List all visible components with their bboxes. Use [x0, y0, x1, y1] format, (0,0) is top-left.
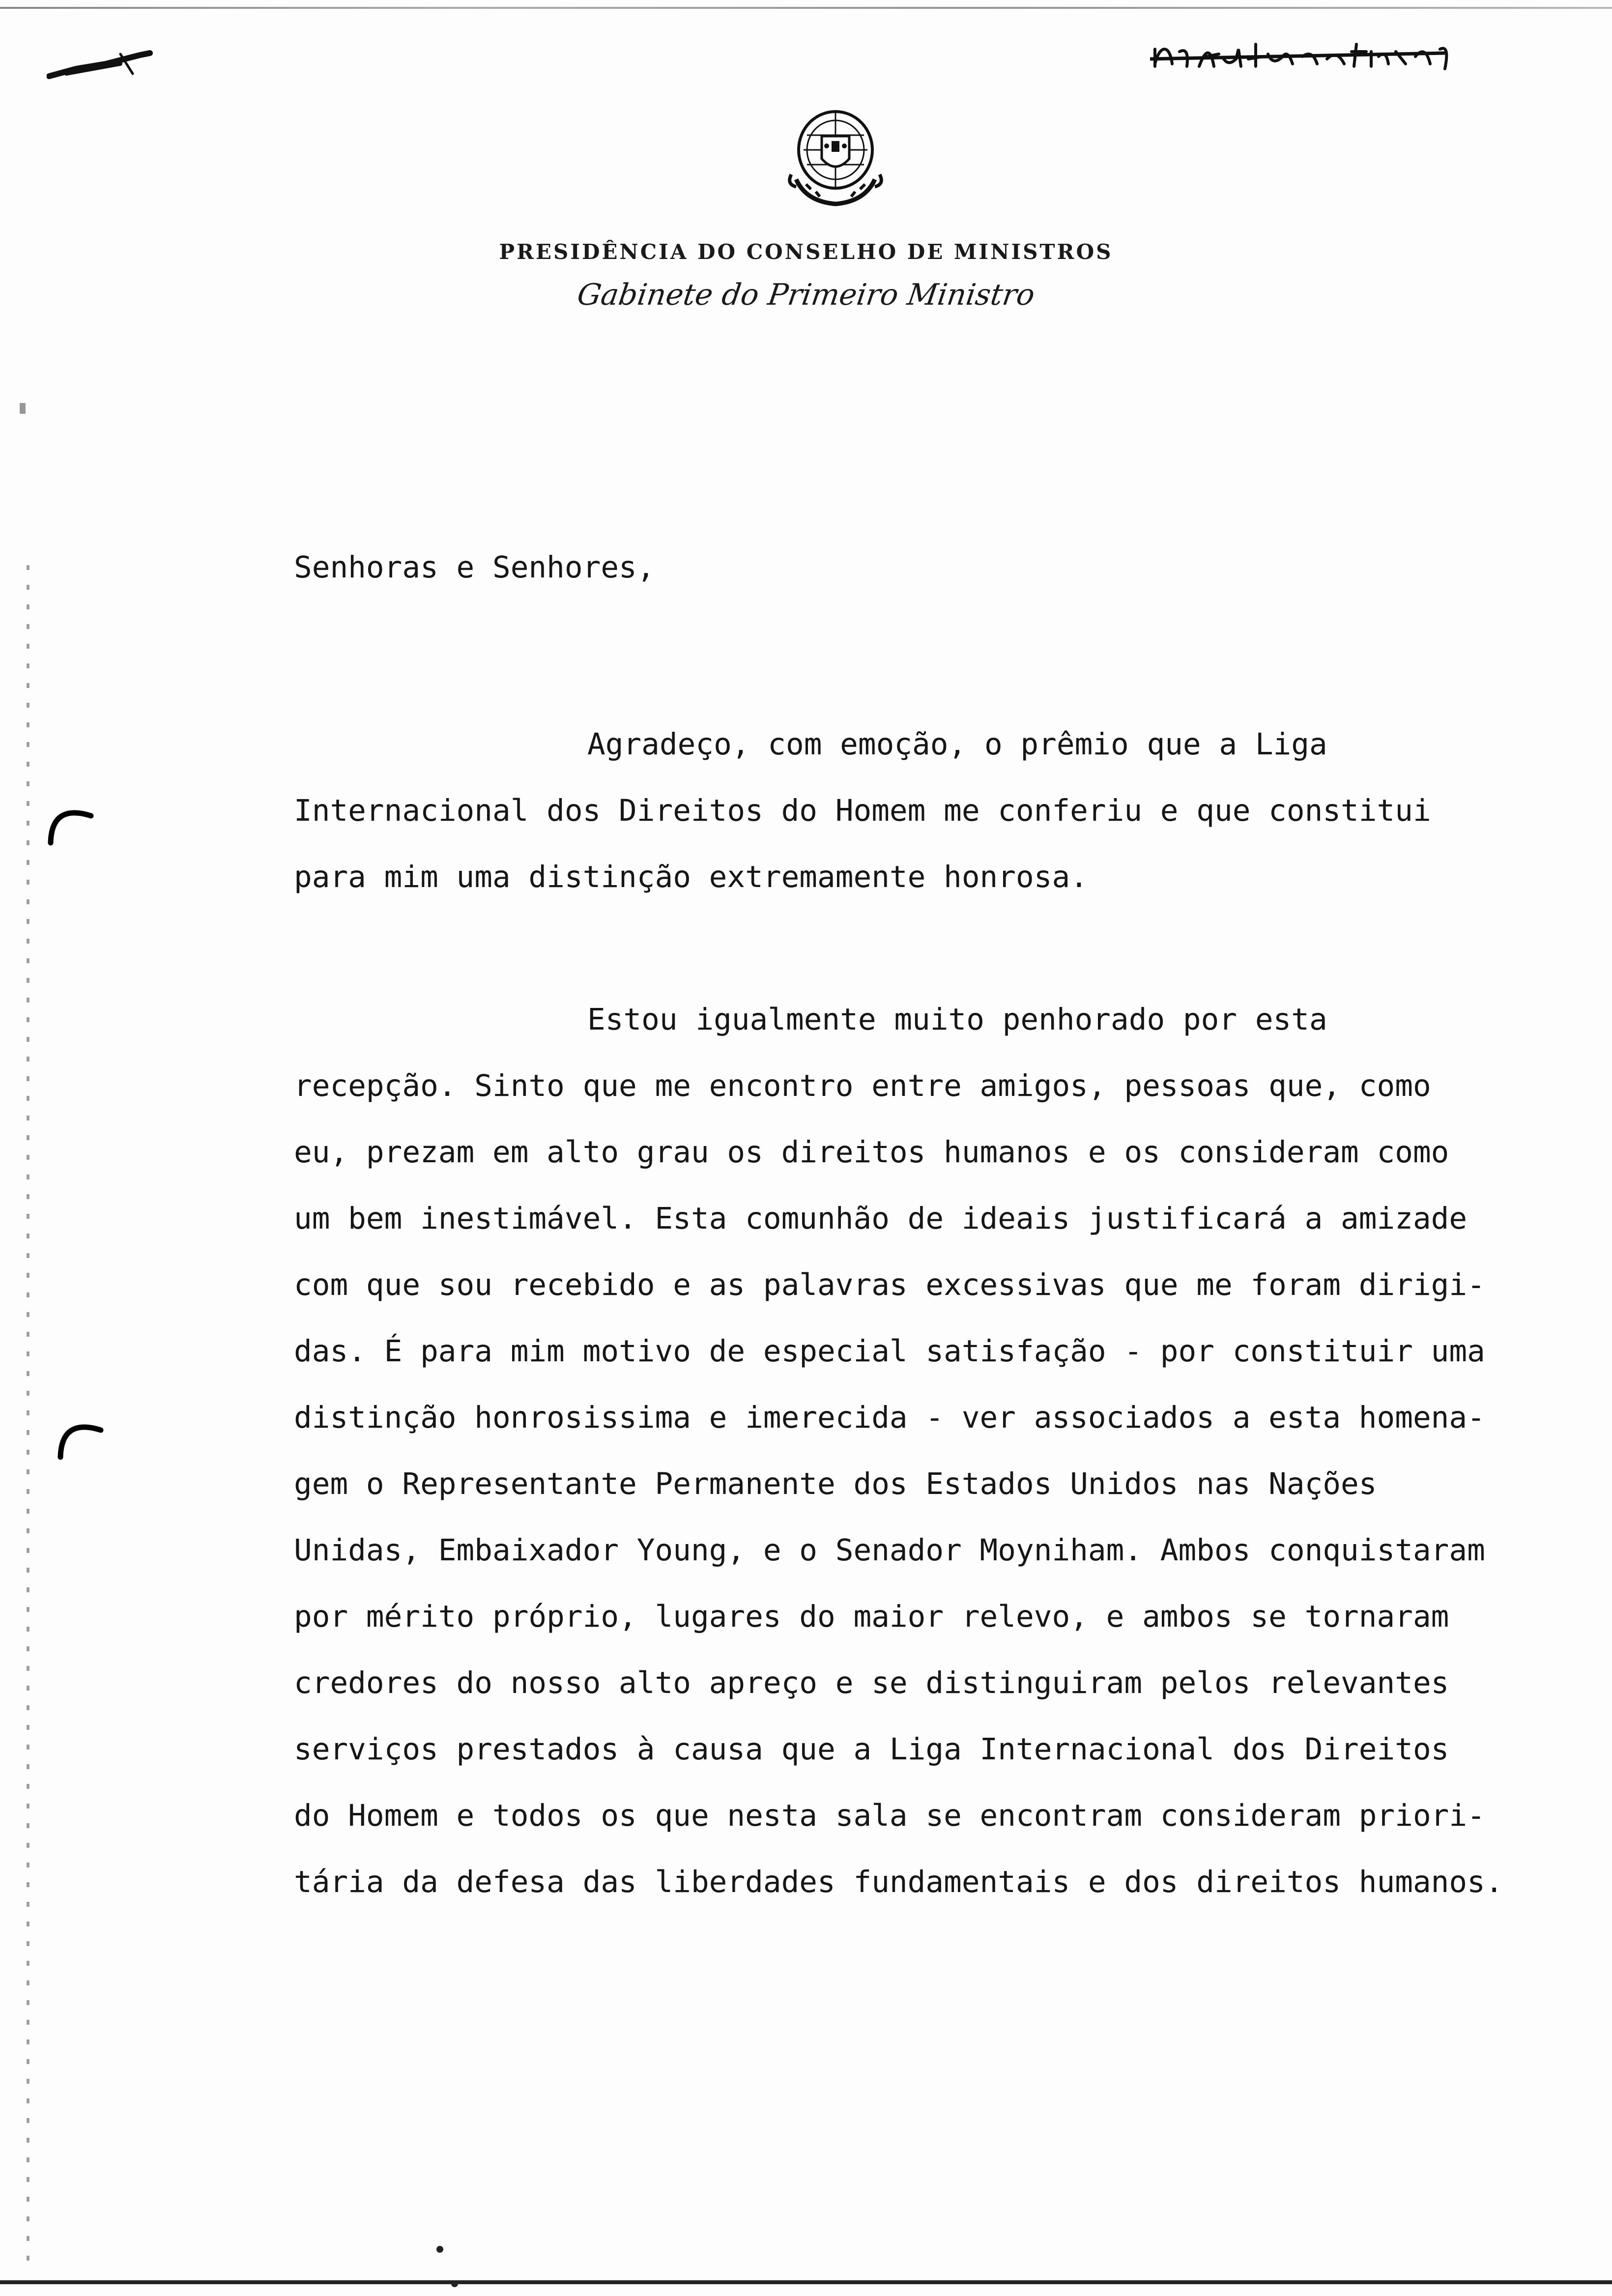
- text-line: credores do nosso alto apreço e se distinguiram pelos relevantes: [294, 1665, 1449, 1700]
- text-line: serviços prestados à causa que a Liga Internacional dos Direitos: [294, 1732, 1449, 1767]
- letter-body: [294, 545, 1596, 1915]
- text-line: eu, prezam em alto grau os direitos humanos e os consideram como: [294, 1135, 1449, 1170]
- text-line: do Homem e todos os que nesta sala se encontram consideram priori-: [294, 1798, 1485, 1833]
- organization-header: PRESIDÊNCIA DO CONSELHO DE MINISTROS: [499, 240, 1113, 264]
- coat-of-arms-icon: [777, 101, 894, 214]
- text-line: um bem inestimável. Esta comunhão de ideais justificará a amizade: [294, 1201, 1468, 1236]
- scan-top-edge-line: [0, 7, 1612, 9]
- text-line: das. É para mim motivo de especial satisfação - por constituir uma: [294, 1334, 1485, 1369]
- text-line: gem o Representante Permanente dos Estados Unidos nas Nações: [294, 1466, 1377, 1501]
- text-line: Agradeço, com emoção, o prêmio que a Liga: [587, 727, 1327, 762]
- punch-hole-icon: [47, 796, 101, 850]
- handwritten-note-crossed-out: [1150, 29, 1465, 84]
- pen-stroke-mark: [47, 49, 155, 84]
- text-line: com que sou recebido e as palavras excessivas que me foram dirigi-: [294, 1267, 1485, 1302]
- paragraph-1: [294, 711, 1596, 910]
- punch-hole-icon: [57, 1410, 111, 1464]
- margin-mark: [20, 403, 26, 414]
- text-line: para mim uma distinção extremamente honrosa.: [294, 860, 1088, 894]
- paragraph-2: [294, 986, 1596, 1915]
- text-line: Unidas, Embaixador Young, e o Senador Moyniham. Ambos conquistaram: [294, 1533, 1485, 1568]
- scan-bottom-edge-line: [0, 2280, 1612, 2284]
- text-line: Estou igualmente muito penhorado por esta: [587, 1002, 1327, 1037]
- text-line: tária da defesa das liberdades fundamentais e dos direitos humanos.: [294, 1865, 1503, 1899]
- text-line: recepção. Sinto que me encontro entre amigos, pessoas que, como: [294, 1068, 1431, 1103]
- office-subheader: Gabinete do Primeiro Ministro: [575, 278, 1037, 312]
- text-line: distinção honrosissima e imerecida - ver associados a esta homena-: [294, 1400, 1485, 1435]
- scan-speck: [436, 2246, 443, 2253]
- salutation: Senhoras e Senhores,: [294, 550, 655, 585]
- text-line: Internacional dos Direitos do Homem me conferiu e que constitui: [294, 793, 1431, 828]
- text-line: por mérito próprio, lugares do maior relevo, e ambos se tornaram: [294, 1599, 1449, 1634]
- margin-dotted-edge: [27, 565, 29, 2261]
